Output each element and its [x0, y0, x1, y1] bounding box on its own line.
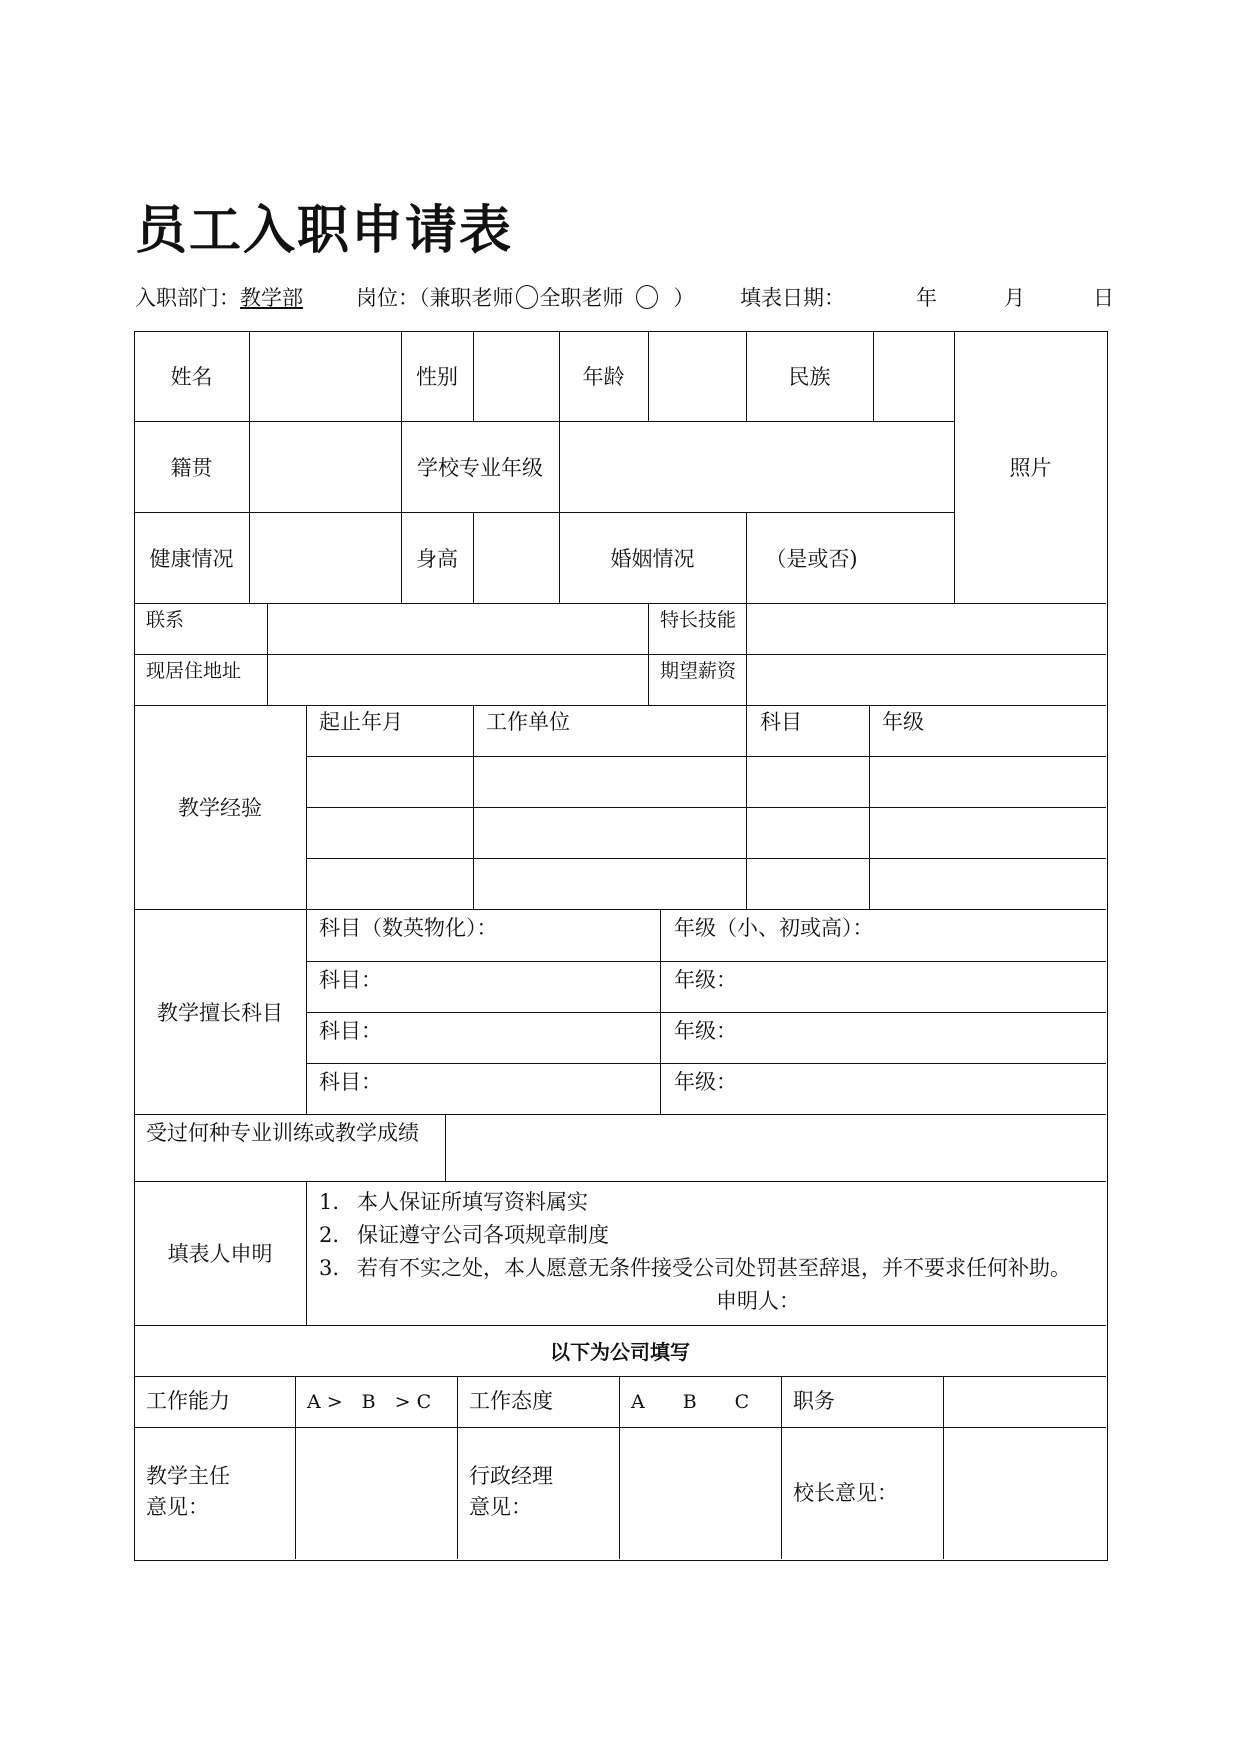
duty-label: 职务	[793, 1389, 835, 1413]
origin-label: 籍贯	[170, 455, 213, 480]
divider	[306, 705, 307, 1114]
divider	[473, 705, 474, 909]
school-input[interactable]	[560, 422, 954, 512]
salary-input[interactable]	[747, 655, 1106, 705]
divider	[306, 1063, 1106, 1064]
skills-input[interactable]	[747, 604, 1106, 654]
department-label: 入职部门：	[135, 286, 240, 310]
col-employer: 工作单位	[486, 710, 570, 734]
divider	[781, 1376, 782, 1559]
contact-label: 联系	[146, 609, 185, 631]
age-label: 年龄	[582, 365, 625, 389]
grade-field[interactable]: 年级：	[674, 1019, 737, 1043]
principal-opinion-input[interactable]	[944, 1428, 1106, 1559]
department-field	[135, 282, 303, 312]
principal-opinion-label: 校长意见：	[793, 1481, 898, 1505]
training-input[interactable]	[446, 1115, 1106, 1181]
page-title: 员工入职申请表	[135, 201, 514, 261]
ability-scale[interactable]: A > B > C	[307, 1391, 432, 1413]
divider	[746, 705, 747, 909]
divider	[306, 756, 1106, 757]
photo-box[interactable]: 照片	[1009, 456, 1052, 480]
declaration-num: 2.	[319, 1223, 340, 1247]
divider	[648, 603, 649, 705]
fulltime-radio-icon[interactable]	[636, 285, 658, 309]
subject-field[interactable]: 科目：	[319, 1019, 382, 1043]
director-label: 教学主任	[146, 1464, 230, 1488]
grade-field[interactable]: 年级：	[674, 968, 737, 992]
subjects-label: 教学擅长科目	[157, 1000, 283, 1025]
training-label: 受过何种专业训练或教学成绩	[146, 1121, 419, 1145]
declaration-item: 若有不实之处，本人愿意无条件接受公司处罚甚至辞退，并不要求任何补助。	[357, 1256, 1071, 1280]
gender-label: 性别	[416, 365, 458, 389]
age-input[interactable]	[649, 332, 746, 421]
name-label: 姓名	[170, 365, 213, 389]
grade-field[interactable]: 年级：	[674, 1070, 737, 1094]
position-close: ）	[673, 286, 695, 310]
parttime-radio-icon[interactable]	[516, 285, 538, 309]
date-day: 日	[1093, 286, 1114, 310]
gender-input[interactable]	[474, 332, 559, 421]
divider	[306, 807, 1106, 808]
ethnicity-label: 民族	[788, 365, 831, 389]
origin-input[interactable]	[250, 422, 401, 512]
ethnicity-input[interactable]	[874, 332, 954, 421]
divider	[869, 705, 870, 909]
divider	[306, 961, 1106, 962]
position-field	[356, 282, 695, 312]
salary-label: 期望薪资	[660, 660, 737, 682]
name-input[interactable]	[250, 332, 401, 421]
director-opinion-label: 意见：	[146, 1495, 209, 1519]
attitude-label: 工作态度	[469, 1389, 553, 1413]
admin-label: 行政经理	[469, 1464, 553, 1488]
company-section-heading: 以下为公司填写	[550, 1340, 690, 1364]
admin-opinion-label: 意见：	[469, 1495, 532, 1519]
declaration-item: 保证遵守公司各项规章制度	[357, 1223, 609, 1247]
subject-field[interactable]: 科目（数英物化）：	[319, 916, 498, 940]
health-label: 健康情况	[149, 546, 234, 571]
fill-date-label: 填表日期：	[740, 286, 845, 310]
declaration-num: 1.	[319, 1190, 340, 1214]
declaration-num: 3.	[319, 1256, 340, 1280]
declaration-label: 填表人申明	[167, 1242, 273, 1266]
divider	[306, 1012, 1106, 1013]
marriage-label: 婚姻情况	[610, 546, 695, 571]
experience-label: 教学经验	[178, 796, 262, 820]
subject-field[interactable]: 科目：	[319, 1070, 382, 1094]
duty-input[interactable]	[944, 1377, 1106, 1427]
grade-field[interactable]: 年级（小、初或高）：	[674, 916, 874, 940]
contact-input[interactable]	[268, 604, 648, 654]
address-label: 现居住地址	[146, 660, 242, 682]
declaration-item: 本人保证所填写资料属实	[357, 1190, 588, 1214]
attitude-scale[interactable]: A B C	[631, 1391, 750, 1413]
date-year: 年	[916, 286, 937, 310]
col-period: 起止年月	[319, 710, 403, 734]
position-label: 岗位：（兼职老师	[356, 286, 514, 310]
height-input[interactable]	[474, 513, 559, 603]
divider	[306, 858, 1106, 859]
height-label: 身高	[416, 546, 458, 571]
col-subject: 科目	[760, 710, 802, 734]
subject-field[interactable]: 科目：	[319, 968, 382, 992]
health-input[interactable]	[250, 513, 401, 603]
skills-label: 特长技能	[660, 609, 737, 631]
marriage-hint[interactable]: （是或否)	[765, 546, 858, 571]
signer-label[interactable]: 申明人：	[716, 1289, 800, 1313]
fulltime-label: 全职老师	[539, 286, 624, 310]
col-grade: 年级	[882, 710, 924, 734]
ability-label: 工作能力	[146, 1389, 230, 1413]
divider	[660, 909, 661, 1114]
department-value[interactable]: 教学部	[240, 286, 303, 310]
date-month: 月	[1004, 286, 1025, 310]
divider	[306, 1181, 307, 1325]
divider	[457, 1376, 458, 1559]
school-label: 学校专业年级	[417, 455, 543, 480]
address-input[interactable]	[268, 655, 648, 705]
director-opinion-input[interactable]	[296, 1428, 457, 1559]
admin-opinion-input[interactable]	[620, 1428, 781, 1559]
